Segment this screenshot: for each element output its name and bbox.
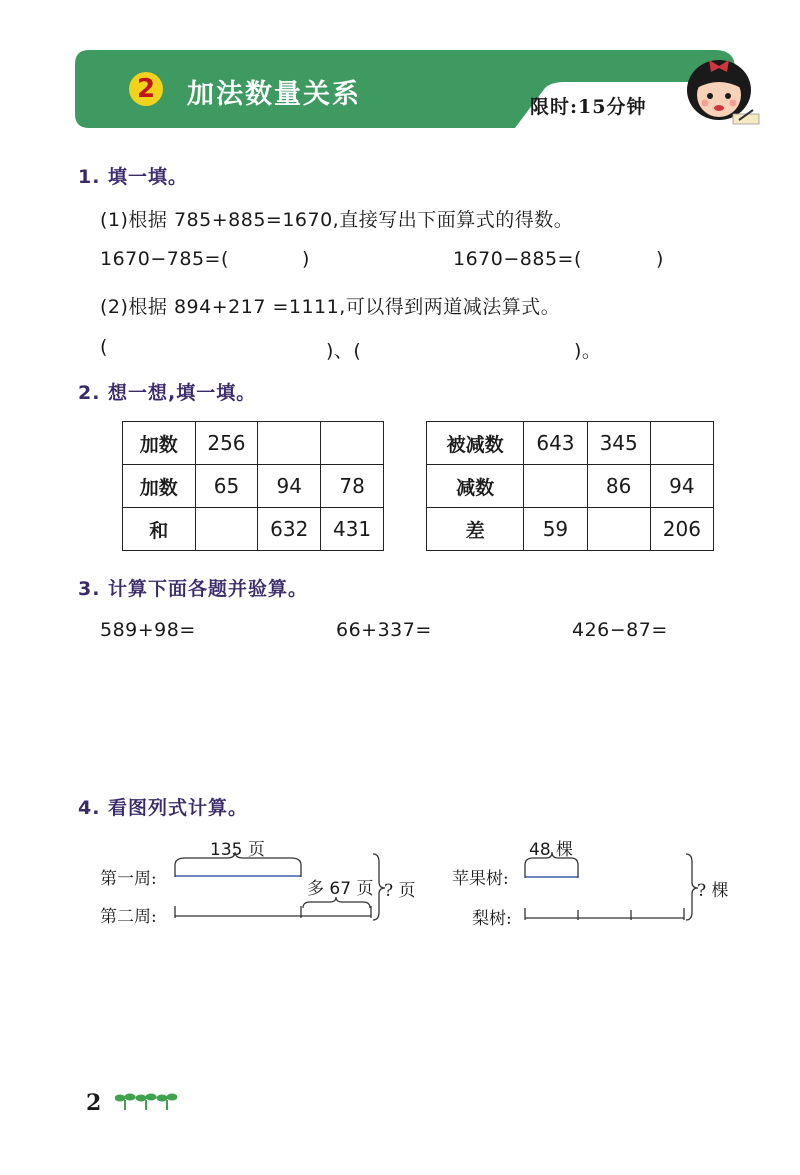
table-cell: 被减数 (427, 422, 524, 465)
q1-answer-blank-a[interactable] (228, 248, 298, 272)
table-cell: 643 (524, 422, 587, 465)
section4-title: 4. 看图列式计算。 (78, 797, 249, 819)
left-segment-diagram (165, 850, 390, 930)
right-top-value: 48 棵 (529, 840, 574, 860)
girl-mascot-icon (683, 50, 763, 128)
time-limit: 限时:15分钟 (530, 96, 647, 118)
left-top-value: 135 页 (210, 840, 265, 860)
table-cell: 431 (321, 508, 384, 551)
left-total: ? 页 (384, 881, 416, 901)
table-cell: 86 (587, 465, 650, 508)
calc-problem-3: 426−87= (572, 619, 668, 641)
q1-equation-b: 1670−885=( (453, 248, 582, 270)
section2-title: 2. 想一想,填一填。 (78, 382, 257, 404)
sprout-decoration-icon (115, 1090, 177, 1112)
right-row2-label: 梨树: (472, 909, 512, 929)
q1-equation-a: 1670−785=( (100, 248, 229, 270)
q1-intro: (1)根据 785+885=1670,直接写出下面算式的得数。 (100, 209, 574, 231)
table-row (123, 465, 384, 508)
table-cell: 345 (587, 422, 650, 465)
table-cell: 256 (195, 422, 258, 465)
table-row (427, 508, 714, 551)
table-row (427, 465, 714, 508)
right-segment-diagram (518, 850, 703, 930)
table-row (123, 508, 384, 551)
q2-close-a: )、( (326, 340, 362, 362)
calc-problem-2: 66+337= (336, 619, 432, 641)
q2-answer-blank-a[interactable] (112, 336, 322, 360)
table-cell-blank[interactable] (587, 508, 650, 551)
table-cell: 94 (258, 465, 321, 508)
lesson-title: 加法数量关系 (187, 79, 361, 110)
table-cell: 减数 (427, 465, 524, 508)
table-cell-blank[interactable] (195, 508, 258, 551)
q1-equation-a-close: ) (302, 248, 310, 270)
table-cell: 632 (258, 508, 321, 551)
table-cell: 加数 (123, 422, 196, 465)
right-total: ? 棵 (697, 881, 729, 901)
q2-answer-blank-b[interactable] (364, 336, 570, 360)
q2-open-a: ( (100, 336, 108, 358)
left-row2-label: 第二周: (100, 907, 157, 927)
table-cell-blank[interactable] (650, 422, 713, 465)
table-cell: 差 (427, 508, 524, 551)
table-cell-blank[interactable] (524, 465, 587, 508)
table-row (123, 422, 384, 465)
section3-title: 3. 计算下面各题并验算。 (78, 578, 309, 600)
lesson-number-badge: 2 (129, 72, 163, 106)
right-row1-label: 苹果树: (452, 869, 509, 889)
table-cell: 59 (524, 508, 587, 551)
table-cell-blank[interactable] (258, 422, 321, 465)
table-row (427, 422, 714, 465)
table-cell: 和 (123, 508, 196, 551)
table-cell: 94 (650, 465, 713, 508)
table-cell: 加数 (123, 465, 196, 508)
q2-close-b: )。 (574, 340, 602, 362)
left-diff-value: 多 67 页 (307, 879, 374, 899)
addition-table (122, 421, 384, 551)
q1-answer-blank-b[interactable] (582, 248, 652, 272)
q2-intro: (2)根据 894+217 =1111,可以得到两道减法算式。 (100, 296, 561, 318)
q1-equation-b-close: ) (656, 248, 664, 270)
calc-problem-1: 589+98= (100, 619, 196, 641)
table-cell-blank[interactable] (321, 422, 384, 465)
header-banner-shape (75, 50, 755, 128)
subtraction-table (426, 421, 714, 551)
table-cell: 65 (195, 465, 258, 508)
left-row1-label: 第一周: (100, 869, 157, 889)
table-cell: 206 (650, 508, 713, 551)
section1-title: 1. 填一填。 (78, 166, 189, 188)
table-cell: 78 (321, 465, 384, 508)
lesson-header (75, 50, 755, 128)
page-number: 2 (86, 1090, 102, 1116)
